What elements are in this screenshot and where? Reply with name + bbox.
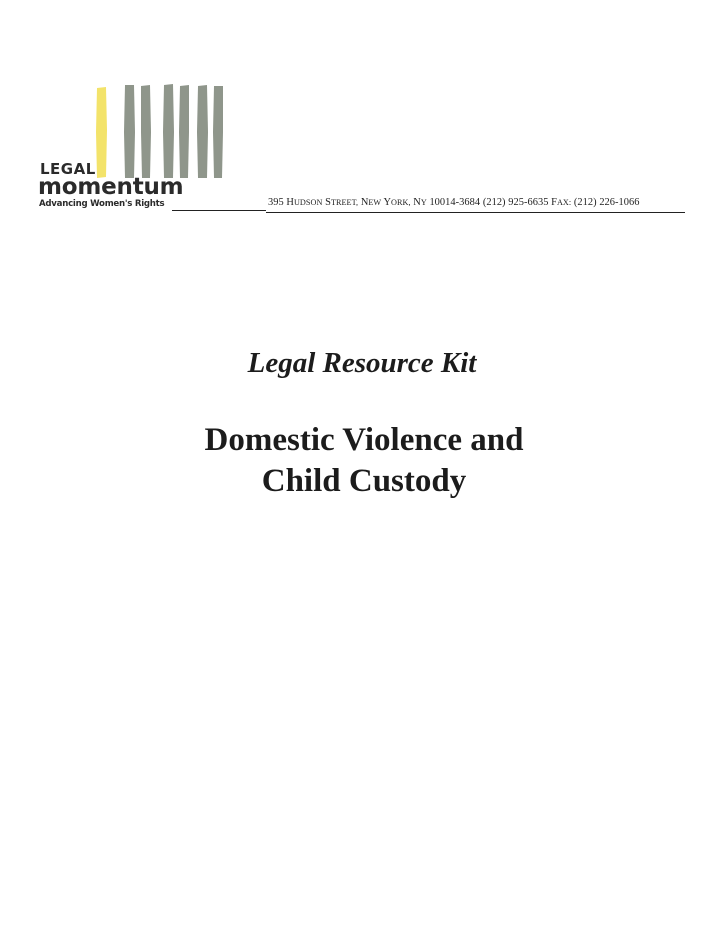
logo-word-legal: LEGAL xyxy=(40,160,96,178)
legal-momentum-logo xyxy=(38,82,278,217)
logo-gray-bar-4 xyxy=(179,85,189,178)
logo-gray-bar-3 xyxy=(163,84,174,178)
header-rule-left xyxy=(172,210,266,211)
logo-gray-bar-6 xyxy=(213,86,223,178)
kit-title: Legal Resource Kit xyxy=(247,347,477,379)
logo-yellow-bar xyxy=(96,87,107,178)
address-line: 395 HUDSON STREET, NEW YORK, NY 10014-3684 (212) 925-6635 FAX: (212) 226-1066 xyxy=(268,197,640,208)
logo-bars-icon xyxy=(94,82,234,182)
logo-word-momentum: momentum xyxy=(38,174,184,200)
document-title xyxy=(0,420,728,502)
logo-tagline: Advancing Women's Rights xyxy=(39,199,165,209)
logo-gray-bar-1 xyxy=(124,85,135,178)
header-rule-right xyxy=(266,212,685,213)
document-title-line-2: Child Custody xyxy=(261,463,467,499)
document-title-line-1: Domestic Violence and xyxy=(204,422,524,458)
logo-gray-bar-5 xyxy=(197,85,208,178)
logo-gray-bar-2 xyxy=(141,85,151,178)
